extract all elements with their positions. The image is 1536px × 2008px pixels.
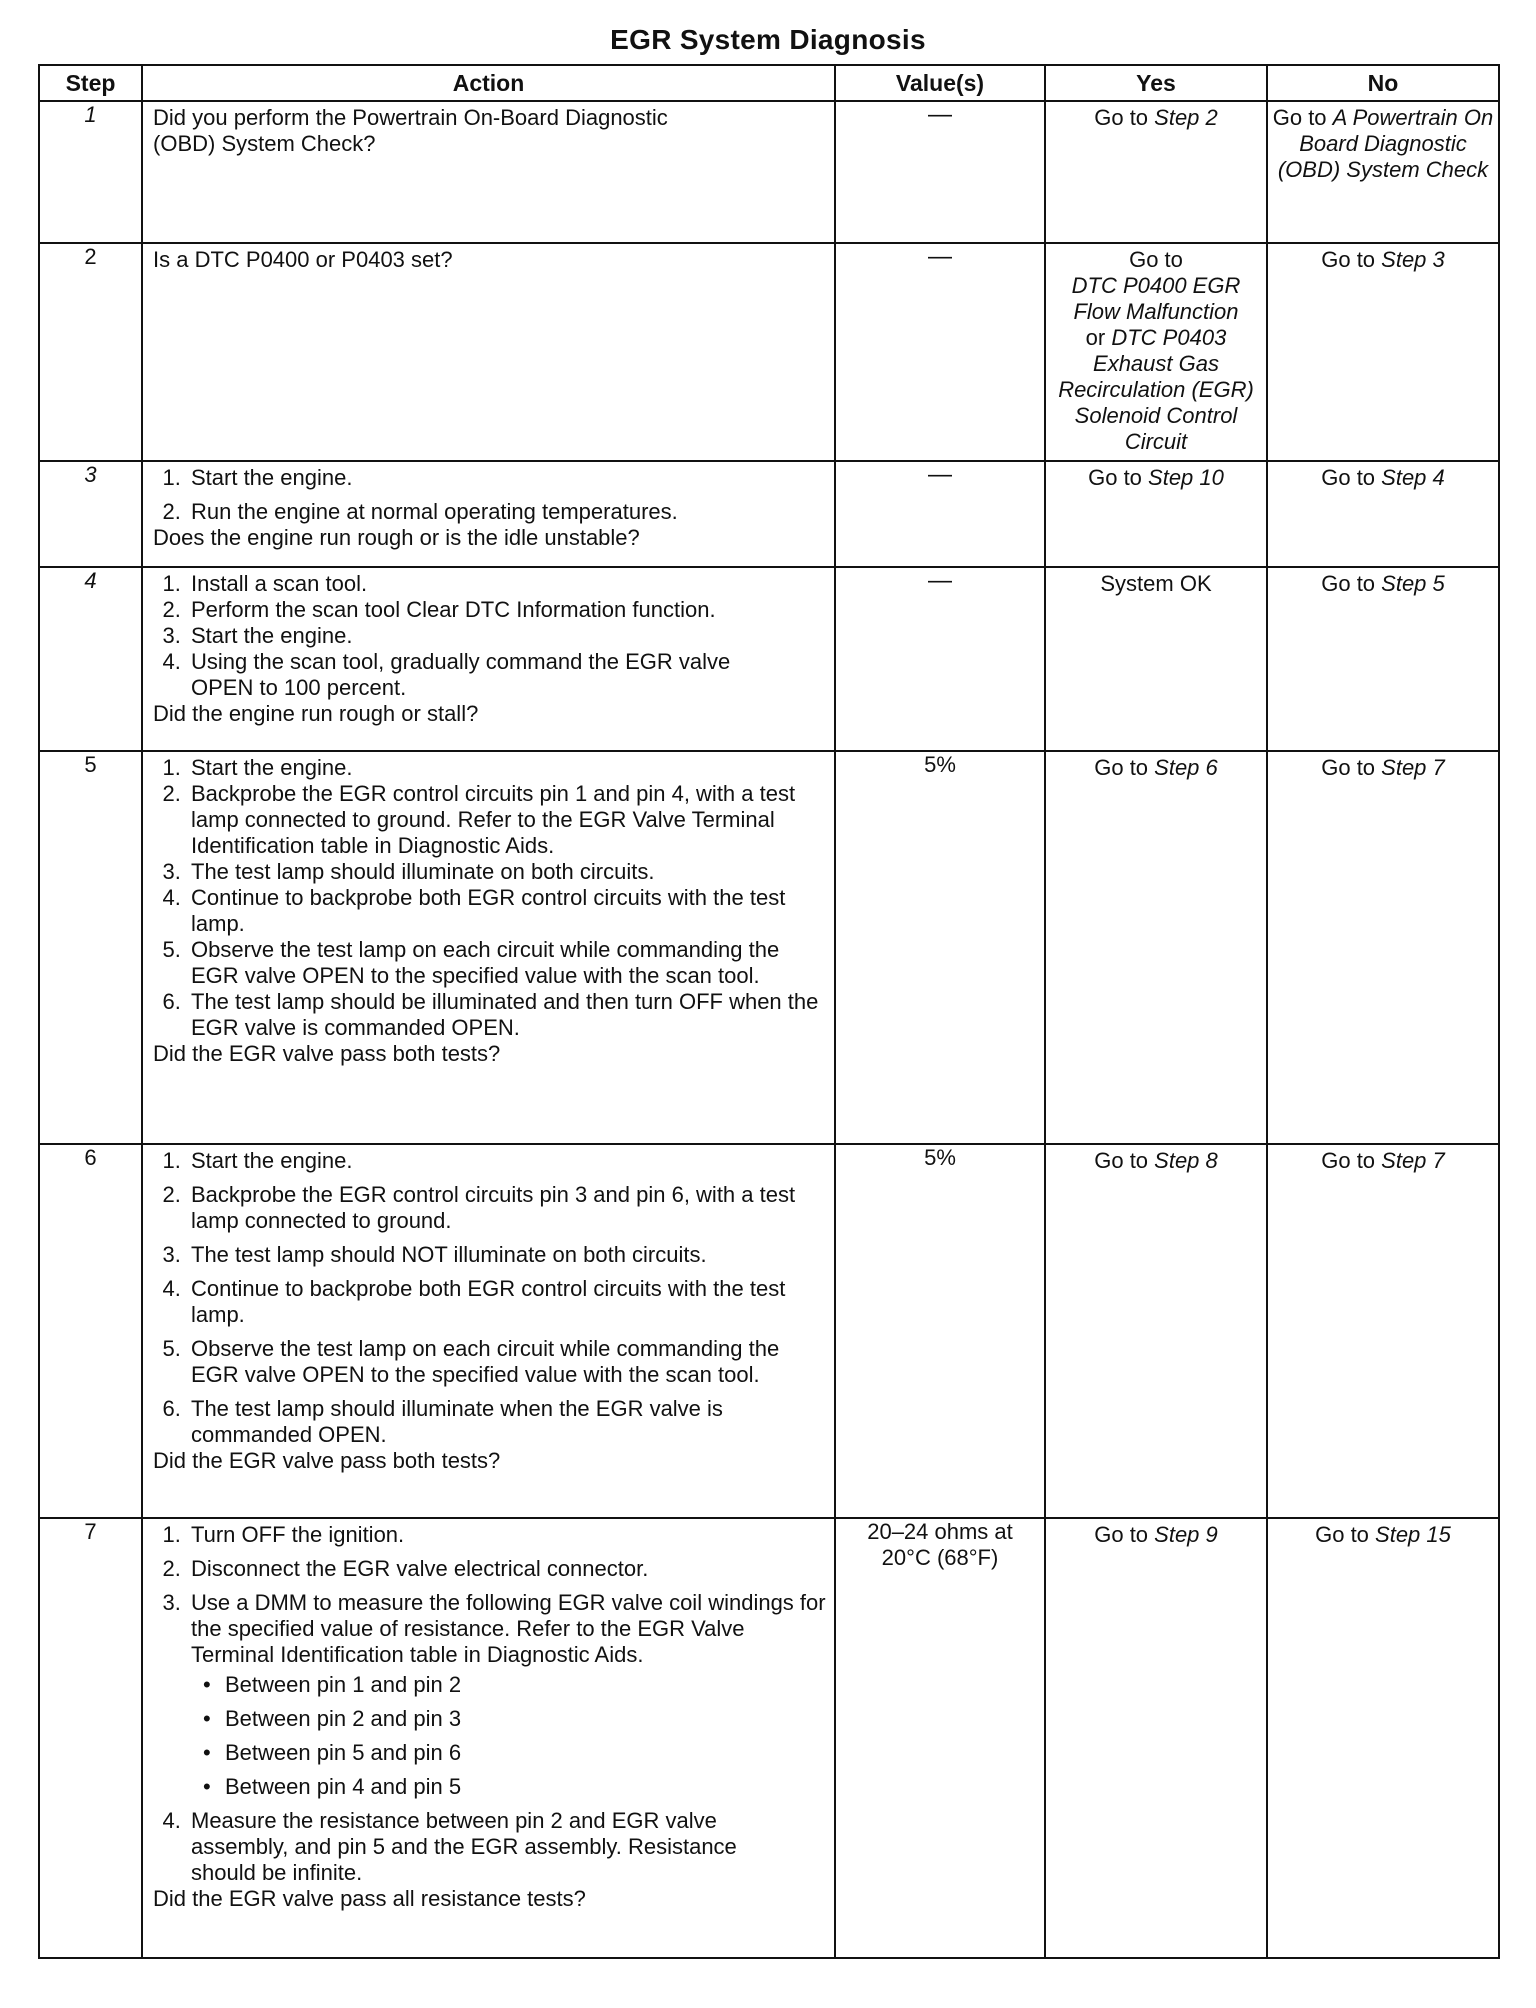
list-item: 2. Perform the scan tool Clear DTC Information function. <box>187 597 826 623</box>
list-item: 5. Observe the test lamp on each circuit while commanding the EGR valve OPEN to the specified value with the scan tool. <box>187 1336 826 1388</box>
list-item: 1. Start the engine. <box>187 465 826 491</box>
step-cell <box>39 243 142 461</box>
header-action: Action <box>142 65 835 101</box>
no-link-step[interactable]: Step 7 <box>1381 1148 1445 1173</box>
list-item: 1. Turn OFF the ignition. <box>187 1522 826 1548</box>
value-text: — <box>928 461 952 488</box>
no-cell <box>1267 751 1499 1144</box>
action-steps-list <box>153 1522 826 1886</box>
action-cell <box>142 567 835 751</box>
list-item: 2. Run the engine at normal operating temperatures. <box>187 499 826 525</box>
bullet-item: • Between pin 2 and pin 3 <box>221 1706 826 1732</box>
yes-prefix: Go to <box>1094 1522 1155 1547</box>
step-cell <box>39 461 142 567</box>
bullet-list <box>191 1672 826 1800</box>
yes-prefix: Go to <box>1129 247 1183 272</box>
step-number: 3 <box>84 462 97 487</box>
action-steps-list <box>153 571 826 701</box>
action-cell <box>142 243 835 461</box>
yes-link-step[interactable]: Step 2 <box>1154 105 1218 130</box>
list-item: 1. Install a scan tool. <box>187 571 826 597</box>
table-row <box>39 1144 1499 1518</box>
action-question: Did the EGR valve pass both tests? <box>153 1448 501 1473</box>
no-cell <box>1267 567 1499 751</box>
header-values: Value(s) <box>835 65 1045 101</box>
list-item: 2. Backprobe the EGR control circuits pin 1 and pin 4, with a test lamp connected to ground. Refer to the EGR Valve Terminal Identification table in Diagnostic Aids. <box>187 781 826 859</box>
step-number: 6 <box>84 1145 97 1170</box>
action-cell <box>142 461 835 567</box>
no-cell <box>1267 461 1499 567</box>
bullet-item: • Between pin 4 and pin 5 <box>221 1774 826 1800</box>
yes-link-dtc-p0400[interactable]: DTC P0400 EGR Flow Malfunction <box>1071 273 1241 324</box>
list-item: 5. Observe the test lamp on each circuit while commanding the EGR valve OPEN to the specified value with the scan tool. <box>187 937 826 989</box>
yes-link-step[interactable]: Step 9 <box>1154 1522 1218 1547</box>
yes-cell <box>1045 101 1267 243</box>
table-header-row <box>39 65 1499 101</box>
yes-cell <box>1045 243 1267 461</box>
table-row <box>39 243 1499 461</box>
value-cell <box>835 567 1045 751</box>
value-cell <box>835 1518 1045 1958</box>
no-link-step[interactable]: Step 4 <box>1381 465 1445 490</box>
no-prefix: Go to <box>1321 571 1382 596</box>
yes-text: System OK <box>1100 571 1212 596</box>
step-number: 1 <box>84 102 97 127</box>
value-text: — <box>928 101 952 128</box>
no-prefix: Go to <box>1321 755 1382 780</box>
list-item: 4. Continue to backprobe both EGR control circuits with the test lamp. <box>187 885 826 937</box>
action-question: Does the engine run rough or is the idle unstable? <box>153 525 640 550</box>
header-step: Step <box>39 65 142 101</box>
list-item: 4. Measure the resistance between pin 2 and EGR valve assembly, and pin 5 and the EGR assembly. Resistance should be infinite. <box>187 1808 826 1886</box>
yes-link-dtc-p0403[interactable]: DTC P0403 Exhaust Gas Recirculation (EGR) Solenoid Control Circuit <box>1058 325 1254 454</box>
yes-cell <box>1045 751 1267 1144</box>
no-cell <box>1267 1144 1499 1518</box>
step-number: 7 <box>84 1519 97 1544</box>
no-link-step[interactable]: Step 3 <box>1381 247 1445 272</box>
list-item: 6. The test lamp should illuminate when the EGR valve is commanded OPEN. <box>187 1396 826 1448</box>
action-cell <box>142 101 835 243</box>
action-steps-list <box>153 465 826 525</box>
value-cell <box>835 243 1045 461</box>
yes-prefix: Go to <box>1094 1148 1155 1173</box>
table-row <box>39 567 1499 751</box>
action-steps-list <box>153 1148 826 1448</box>
yes-cell <box>1045 1144 1267 1518</box>
table-row <box>39 751 1499 1144</box>
list-item: 3. The test lamp should NOT illuminate on both circuits. <box>187 1242 826 1268</box>
list-item: 4. Continue to backprobe both EGR control circuits with the test lamp. <box>187 1276 826 1328</box>
value-cell <box>835 461 1045 567</box>
list-item: 2. Backprobe the EGR control circuits pin 3 and pin 6, with a test lamp connected to ground. <box>187 1182 826 1234</box>
no-prefix: Go to <box>1315 1522 1376 1547</box>
value-cell <box>835 101 1045 243</box>
step-cell <box>39 1518 142 1958</box>
yes-prefix: Go to <box>1094 755 1155 780</box>
table-row <box>39 1518 1499 1958</box>
yes-prefix: Go to <box>1088 465 1149 490</box>
yes-link-step[interactable]: Step 8 <box>1154 1148 1218 1173</box>
step-cell <box>39 751 142 1144</box>
no-link-step[interactable]: Step 7 <box>1381 755 1445 780</box>
list-item: 1. Start the engine. <box>187 1148 826 1174</box>
no-link-step[interactable]: Step 15 <box>1375 1522 1451 1547</box>
no-prefix: Go to <box>1321 465 1382 490</box>
action-cell <box>142 1144 835 1518</box>
list-item: 3. The test lamp should illuminate on both circuits. <box>187 859 826 885</box>
list-item <box>187 1590 826 1800</box>
no-prefix: Go to <box>1321 247 1382 272</box>
yes-prefix: Go to <box>1094 105 1155 130</box>
list-item: 3. Start the engine. <box>187 623 826 649</box>
action-cell <box>142 751 835 1144</box>
yes-link-step[interactable]: Step 6 <box>1154 755 1218 780</box>
egr-diagnosis-table <box>38 64 1500 1959</box>
value-text: — <box>928 567 952 594</box>
header-yes: Yes <box>1045 65 1267 101</box>
bullet-item: • Between pin 1 and pin 2 <box>221 1672 826 1698</box>
no-link-obd-check[interactable]: A Powertrain On Board Diagnostic (OBD) System Check <box>1277 105 1494 182</box>
value-line: 20–24 ohms at <box>867 1519 1013 1544</box>
yes-link-step[interactable]: Step 10 <box>1148 465 1224 490</box>
no-cell <box>1267 243 1499 461</box>
yes-cell <box>1045 461 1267 567</box>
action-text: Is a DTC P0400 or P0403 set? <box>153 247 453 272</box>
no-prefix: Go to <box>1321 1148 1382 1173</box>
yes-cell <box>1045 1518 1267 1958</box>
step-number: 4 <box>84 568 97 593</box>
step-cell <box>39 101 142 243</box>
value-line: 20°C (68°F) <box>881 1545 999 1570</box>
action-text: Did you perform the Powertrain On-Board Diagnostic (OBD) System Check? <box>153 105 668 156</box>
value-text: 5% <box>924 752 956 777</box>
step-cell <box>39 1144 142 1518</box>
list-item: 2. Disconnect the EGR valve electrical connector. <box>187 1556 826 1582</box>
step-number: 5 <box>84 752 97 777</box>
list-item: 1. Start the engine. <box>187 755 826 781</box>
list-item: 4. Using the scan tool, gradually command the EGR valve OPEN to 100 percent. <box>187 649 826 701</box>
step-cell <box>39 567 142 751</box>
value-text: 5% <box>924 1145 956 1170</box>
action-question: Did the EGR valve pass all resistance tests? <box>153 1886 586 1911</box>
no-cell <box>1267 1518 1499 1958</box>
value-cell <box>835 1144 1045 1518</box>
action-cell <box>142 1518 835 1958</box>
table-row <box>39 461 1499 567</box>
yes-or: or <box>1085 325 1106 350</box>
value-cell <box>835 751 1045 1144</box>
no-cell <box>1267 101 1499 243</box>
no-link-step[interactable]: Step 5 <box>1381 571 1445 596</box>
step-number: 2 <box>84 244 97 269</box>
action-question: Did the EGR valve pass both tests? <box>153 1041 501 1066</box>
header-no: No <box>1267 65 1499 101</box>
yes-cell <box>1045 567 1267 751</box>
action-question: Did the engine run rough or stall? <box>153 701 479 726</box>
table-row <box>39 101 1499 243</box>
list-item-text: Use a DMM to measure the following EGR valve coil windings for the specified value of resistance. Refer to the EGR Valve Terminal Identification table in Diagnostic Aids. <box>191 1590 826 1667</box>
action-steps-list <box>153 755 826 1041</box>
list-item: 6. The test lamp should be illuminated and then turn OFF when the EGR valve is commanded OPEN. <box>187 989 826 1041</box>
value-text: — <box>928 243 952 270</box>
page-title: EGR System Diagnosis <box>610 24 926 55</box>
bullet-item: • Between pin 5 and pin 6 <box>221 1740 826 1766</box>
no-prefix: Go to <box>1272 105 1333 130</box>
